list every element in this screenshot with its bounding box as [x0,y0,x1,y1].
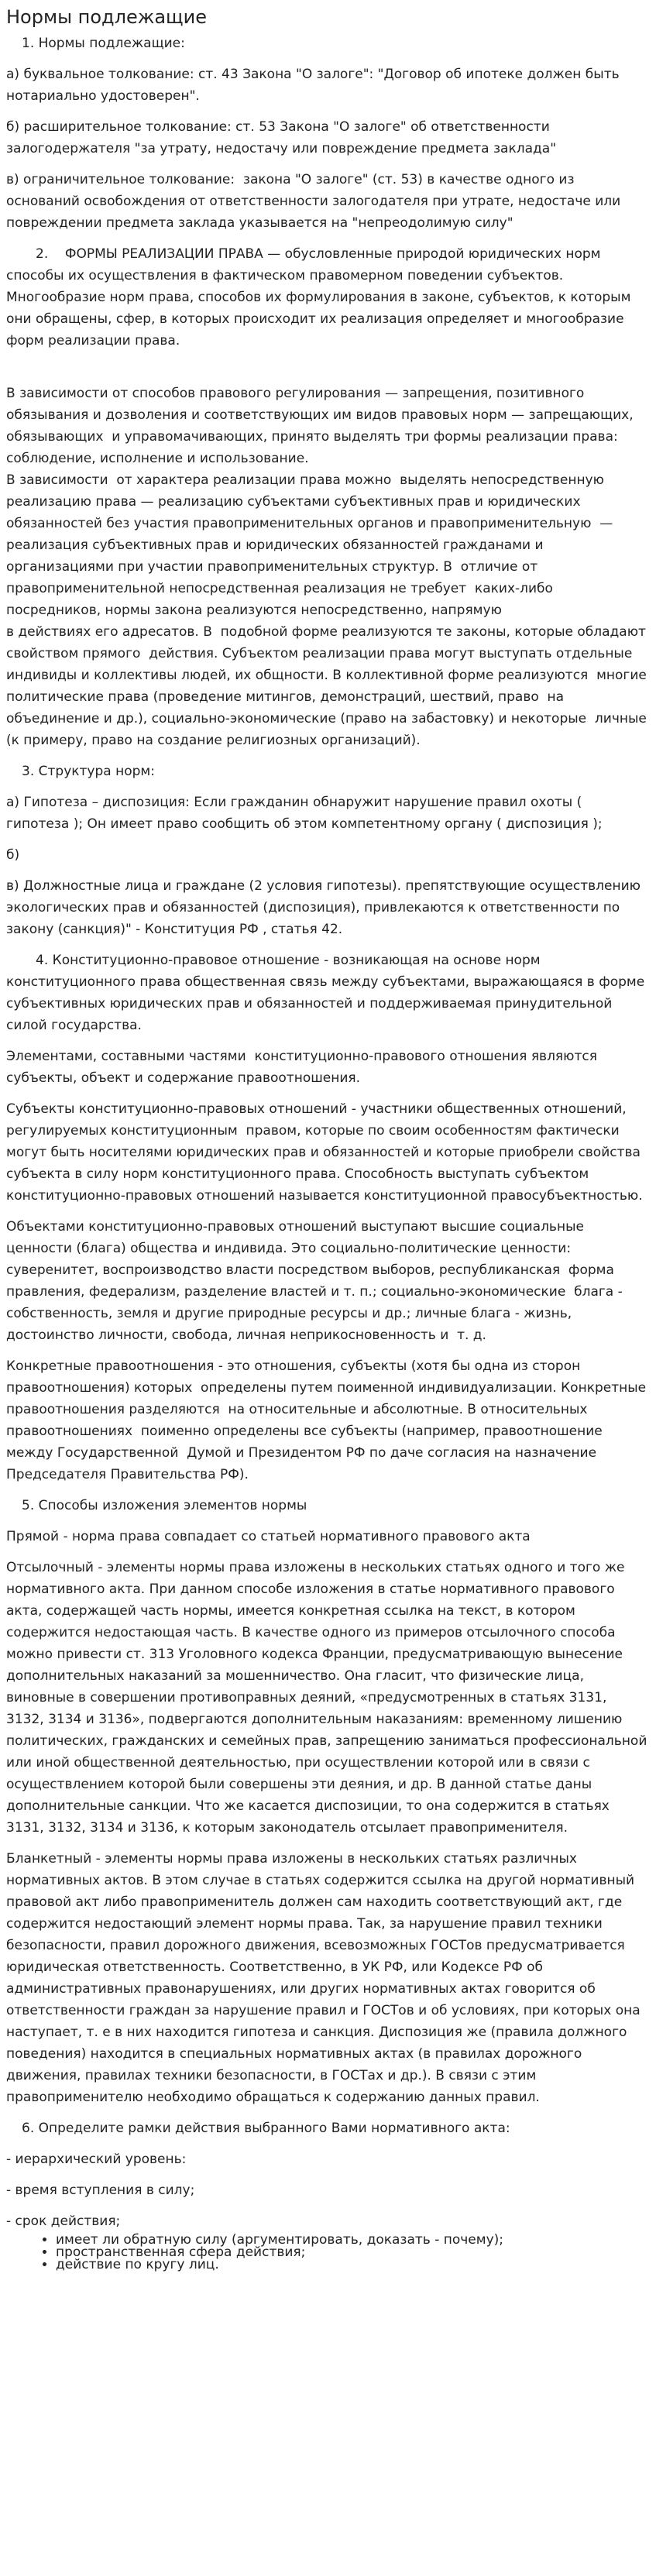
paragraph: а) Гипотеза – диспозиция: Если гражданин обнаружит нарушение правил охоты ( гипотеза ); Он имеет право сообщить об этом компетентному органу ( диспозиция ); [6,795,603,832]
paragraph: б) [6,847,20,863]
list-line: - срок действия; [6,2214,121,2229]
section-heading-3: 3. Структура норм: [22,764,155,779]
list-line: - иерархический уровень: [6,2152,187,2167]
paragraph: а) буквальное толкование: ст. 43 Закона "О залоге": "Договор об ипотеке должен быть нотариально удостоверен". [6,67,624,104]
paragraph: в) ограничительное толкование: закона "О залоге" (ст. 53) в качестве одного из оснований освобождения от ответственности залогодателя при утрате, недостаче или повреждении предмета заклада указывается на "непреодолимую силу" [6,172,625,231]
list-item: • пространственная сфера действия; [56,2246,648,2258]
paragraph: В зависимости от способов правового регулирования — запрещения, позитивного обязывания и дозволения и соответствующих им видов правовых норм — запрещающих, обязывающих и управомачивающих, принято выделять три формы реализации права: соблюдение, исполнение и использование. В зависимости от характера реализации права можно выделять непосредственную реализацию права — реализацию субъектами субъективных прав и юридических обязанностей без участия правоприменительных органов и правоприменительную — реализация субъективных прав и юридических обязанностей гражданами и организациями при участии правоприменительных структур. В отличие от правоприменительной непосредственная реализация не требует каких-либо посредников, нормы закона реализуются непосредственно, напрямую в действиях его адресатов. В подобной форме реализуются те законы, которые обладают свойством прямого действия. Субъектом реализации права могут выступать отдельные индивиды и коллективы людей, их общности. В коллективной форме реализуются многие политические права (проведение митингов, демонстраций, шествий, право на объединение и др.), социально-экономические (право на забастовку) и некоторые личные (к примеру, право на создание религиозных организаций). [6,386,647,748]
paragraph: б) расширительное толкование: ст. 53 Закона "О залоге" об ответственности залогодержателя "за утрату, недостачу или повреждение предмета заклада" [6,119,557,156]
list-item: • имеет ли обратную силу (аргументировать, доказать - почему); [56,2234,648,2246]
list-line: - время вступления в силу; [6,2183,195,2198]
list-item: • действие по кругу лиц. [56,2258,648,2271]
section-heading-1: 1. Нормы подлежащие: [22,36,185,51]
paragraph: Субъекты конституционно-правовых отношений - участники общественных отношений, регулируемых конституционным правом, которые по своим особенностям фактически могут быть носителями юридических прав и обязанностей и которые приобрели свойства субъекта в силу норм конституционного права. Способность выступать субъектом конституционно-правовых отношений называется конституционной правосубъектностью. [6,1101,645,1204]
bullet-list [6,2234,648,2271]
paragraph: 4. Конституционно-правовое отношение - возникающая на основе норм конституционного права общественная связь между субъектами, выражающаяся в форме субъективных юридических прав и обязанностей и поддерживаемая принудительной силой государства. [6,953,649,1033]
paragraph: Бланкетный - элементы нормы права изложены в нескольких статьях различных нормативных актов. В этом случае в статьях содержится ссылка на другой нормативный правовой акт либо правоприменитель должен сам находить соответствующий акт, где содержится недостающий элемент нормы права. Так, за нарушение правил техники безопасности, правил дорожного движения, всевозможных ГОСТов предусматривается юридическая ответственность. Соответственно, в УК РФ, или Кодексе РФ об административных правонарушениях, или других нормативных актах говорится об ответственности граждан за нарушение правил и ГОСТов и об условиях, при которых она наступает, т. е в них находится гипотеза и санкция. Диспозиция же (правила должного поведения) находится в специальных нормативных актах (в правилах дорожного движения, правилах техники безопасности, в ГОСТах и др.). В связи с этим правоприменителю необходимо обращаться к содержанию данных правил. [6,1851,645,2105]
page-title: Нормы подлежащие [6,6,208,28]
paragraph: Объектами конституционно-правовых отношений выступают высшие социальные ценности (блага) общества и индивида. Это социально-политические ценности: суверенитет, воспроизводство власти посредством выборов, республиканская форма правления, федерализм, разделение властей и т. п.; социально-экономические блага - собственность, земля и другие природные ресурсы и др.; личные блага - жизнь, достоинство личности, свобода, личная неприкосновенность и т. д. [6,1219,627,1343]
paragraph: Элементами, составными частями конституционно-правового отношения являются субъекты, объект и содержание правоотношения. [6,1049,602,1086]
paragraph: в) Должностные лица и граждане (2 условия гипотезы). препятствующие осуществлению экологических прав и обязанностей (диспозиция), привлекаются к ответственности по закону (санкция)" - Конституция РФ , статья 42. [6,878,645,937]
paragraph: Прямой - норма права совпадает со статьей нормативного правового акта [6,1529,531,1544]
paragraph: 2. ФОРМЫ РЕАЛИЗАЦИИ ПРАВА — обусловленные природой юридических норм способы их осуществления в фактическом правомерном поведении субъектов. Многообразие норм права, способов их формулирования в законе, субъектов, к которым они обращены, сфер, в которых происходит их реализация определяет и многообразие форм реализации права. [6,246,635,349]
section-heading-6: 6. Определите рамки действия выбранного Вами нормативного акта: [22,2121,510,2136]
paragraph: Конкретные правоотношения - это отношения, субъекты (хотя бы одна из сторон правоотношения) которых определены путем поименной индивидуализации. Конкретные правоотношения разделяются на относительные и абсолютные. В относительных правоотношениях поименно определены все субъекты (например, правоотношение между Государственной Думой и Президентом РФ по даче согласия на назначение Председателя Правительства РФ). [6,1358,651,1482]
section-heading-5: 5. Способы изложения элементов нормы [22,1498,307,1513]
paragraph: Отсылочный - элементы нормы права изложены в нескольких статьях одного и того же нормативного акта. При данном способе изложения в статье нормативного правового акта, содержащей часть нормы, имеется конкретная ссылка на текст, в котором содержится недостающая часть. В качестве одного из примеров отсылочного способа можно привести ст. 313 Уголовного кодекса Франции, предусматривающую вынесение дополнительных наказаний за мошенничество. Она гласит, что физические лица, виновные в совершении противоправных деяний, «предусмотренных в статьях 3131, 3132, 3134 и 3136», подвергаются дополнительным наказаниям: временному лишению политических, гражданских и семейных прав, запрещению заниматься профессиональной или иной общественной деятельностью, при осуществлении которой или в связи с осуществлением которой были совершены эти деяния, и др. В данной статье даны дополнительные санкции. Что же касается диспозиции, то она содержится в статьях 3131, 3132, 3134 и 3136, к которым законодатель отсылает правоприменителя. [6,1560,651,1836]
